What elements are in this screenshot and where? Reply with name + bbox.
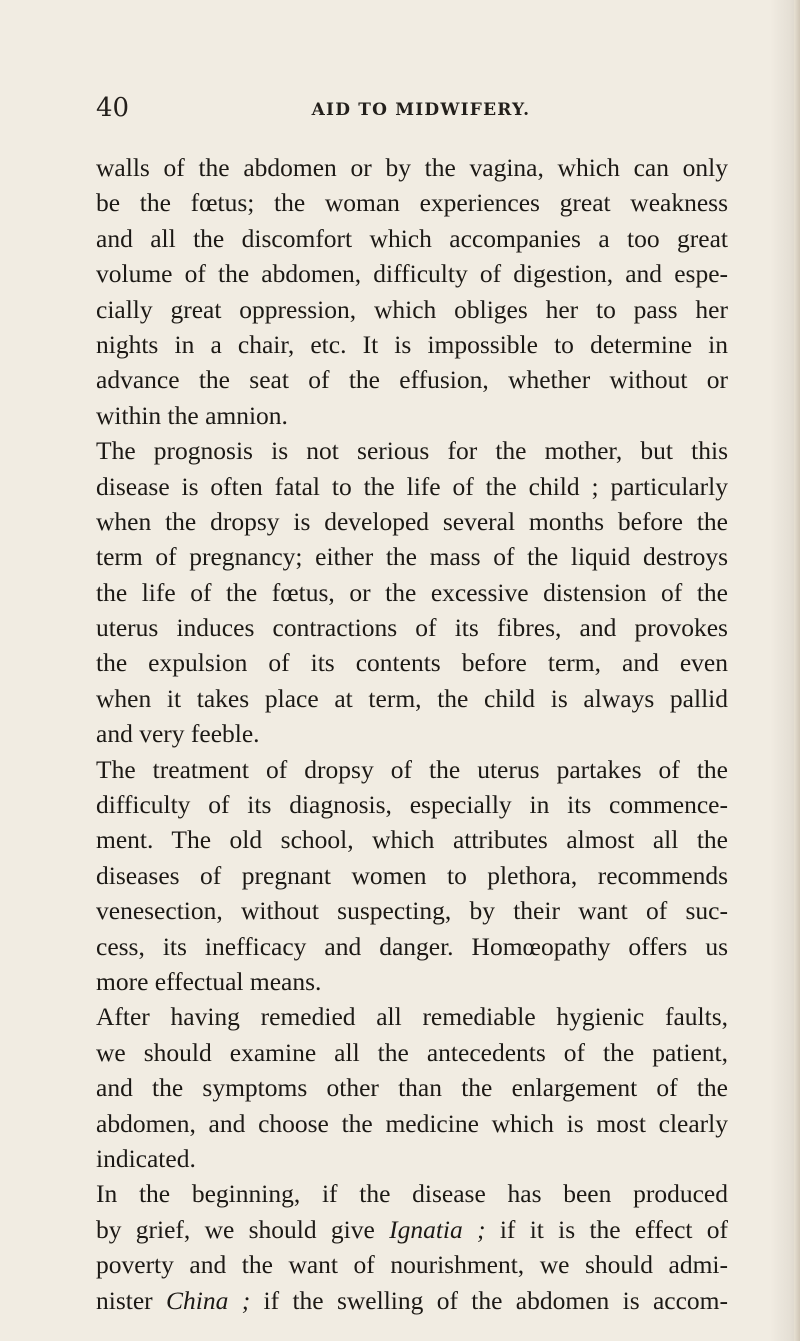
body-text [96,150,728,1318]
text-line [96,1283,728,1318]
text-line: cially great oppression, which obliges her to pass her [96,294,728,324]
text-line: ment. The old school, which attributes almost all the [96,825,728,855]
text-line: the expulsion of its contents before term, and even [96,648,728,678]
text-line: uterus induces contractions of its fibres, and provokes [96,613,728,643]
text-line: difficulty of its diagnosis, especially in its commence- [96,790,728,820]
text-line: and all the discomfort which accompanies a too great [96,223,728,253]
text-line: In the beginning, if the disease has been produced [96,1179,728,1209]
text-line: diseases of pregnant women to plethora, recommends [96,860,728,890]
text-line: nights in a chair, etc. It is impossible to determine in [96,329,728,359]
text-line: advance the seat of the effusion, whether without or [96,365,728,395]
text-line: when it takes place at term, the child is always pallid [96,683,728,713]
text-segment: if it is the effect of [485,1214,729,1244]
text-line: and very feeble. [96,719,260,749]
text-line: abdomen, and choose the medicine which is most clearly [96,1108,728,1138]
page-edge-shadow [794,0,800,1341]
text-line: The prognosis is not serious for the mother, but this [96,436,728,466]
text-line [96,1212,728,1247]
page-number: 40 [96,93,130,123]
text-line: we should examine all the antecedents of the patient, [96,1037,728,1067]
text-line: venesection, without suspecting, by their want of suc- [96,896,728,926]
text-line: disease is often fatal to the life of the child ; particularly [96,471,728,501]
text-segment: nister [96,1285,166,1315]
text-segment: by grief, we should give [96,1214,390,1244]
text-line: when the dropsy is developed several months before the [96,506,728,536]
italic-remedy-name: China ; [166,1285,251,1315]
text-line: within the amnion. [96,400,288,430]
text-line: indicated. [96,1143,196,1173]
text-line: poverty and the want of nourishment, we should admi- [96,1250,728,1280]
text-line: volume of the abdomen, difficulty of digestion, and espe- [96,259,728,289]
text-line: term of pregnancy; either the mass of the liquid destroys [96,542,728,572]
text-segment: if the swelling of the abdomen is accom- [250,1285,728,1315]
text-line: be the fœtus; the woman experiences great weakness [96,188,728,218]
text-line: and the symptoms other than the enlargement of the [96,1073,728,1103]
text-line: After having remedied all remediable hygienic faults, [96,1002,728,1032]
text-line: walls of the abdomen or by the vagina, which can only [96,153,728,182]
running-head: AID TO MIDWIFERY. [311,100,531,120]
text-line: more effectual means. [96,966,322,996]
text-line: cess, its inefficacy and danger. Homœopathy offers us [96,931,728,961]
page-header [96,88,728,128]
italic-remedy-name: Ignatia ; [389,1214,486,1244]
text-line: the life of the fœtus, or the excessive distension of the [96,577,728,607]
text-line: The treatment of dropsy of the uterus partakes of the [96,754,728,784]
